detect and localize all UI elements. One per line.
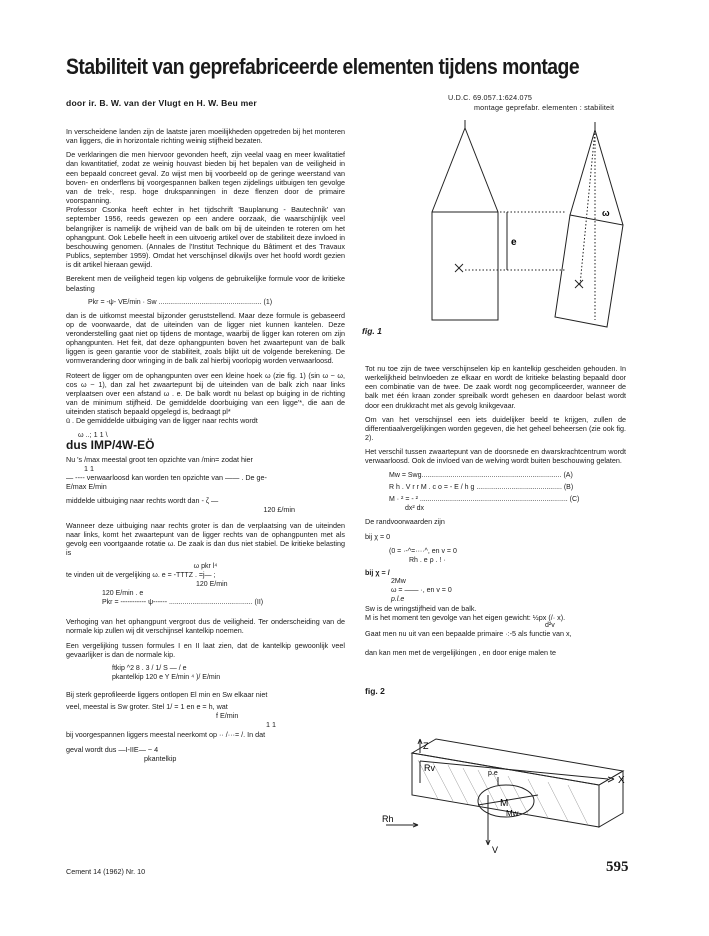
page-title: Stabiliteit van geprefabriceerde elementen tijdens montage: [66, 54, 580, 79]
text-line: d²v: [545, 622, 555, 630]
text-line: ü . De gemiddelde uitbuiging van de ligger naar rechts wordt: [66, 416, 258, 426]
text-line: pkantelkip: [144, 753, 177, 763]
equation-1: Pkr = -ψ- VE/min · Sw ..................................................... (1): [88, 298, 273, 306]
text-line: middelde uitbuiging naar rechts wordt dan - ζ —: [66, 496, 219, 506]
boundary-condition: p.l.e: [391, 596, 405, 604]
text-line: De randvoorwaarden zijn: [365, 516, 445, 526]
figure-1-caption: fig. 1: [362, 326, 382, 336]
page-number: 595: [606, 859, 629, 875]
paragraph: Een vergelijking tussen formules I en II laat zien, dat de kantelkip gewoonlijk veel gevaarlijker is dan de normale kip.: [66, 640, 345, 659]
text-line: 1 1: [84, 463, 94, 473]
equation-2: 120 E/min . e: [102, 590, 144, 598]
text-line: f E/min: [216, 711, 239, 721]
paragraph: Het verschil tussen zwaartepunt van de doorsnede en dwarskrachtcentrum wordt verwaarloosd. Ook de invloed van de welving wordt buiten beschouwing gelaten.: [365, 447, 626, 466]
text-line: Bij sterk geprofileerde liggers ontlopen El min en Sw elkaar niet: [66, 689, 268, 699]
fig2-label-Rh: Rh: [382, 814, 394, 824]
figure-2-caption: fig. 2: [365, 686, 385, 696]
fig2-label-Rv: Rv: [424, 763, 435, 773]
fig2-label-top: ṗ.e: [488, 770, 498, 777]
text-line: M is het moment ten gevolge van het eigen gewicht: ½px (/· x).: [365, 613, 566, 623]
garbled-equation: dus IMP/4W-EÖ: [66, 437, 155, 452]
authors: door ir. B. W. van der Vlugt en H. W. Beu mer: [66, 98, 257, 108]
text-line: E/max E/min: [66, 482, 107, 492]
text-line: bij χ = /: [365, 567, 390, 577]
fig2-label-M: M: [500, 798, 509, 809]
text-line: dan kan men met de vergelijkingen , en door enige malen te: [365, 647, 556, 657]
text-line: — ---- verwaarloosd kan worden ten opzichte van —— . De ge-: [66, 473, 267, 482]
udc-code: U.D.C. 69.057.1:624.075: [448, 93, 533, 102]
equation-2: te vinden uit de vergelijking ω. e = -TTTZ . =j— ;: [66, 572, 216, 580]
text-line: Gaat men nu uit van een bepaalde primaire ·:-5 als functie van x,: [365, 629, 572, 639]
paragraph: De verklaringen die men hiervoor gevonden heeft, zijn veelal vaag en meer kwalitatief dan kwantitatief, zodat ze weinig houvast bieden bij het bepalen van de veiligheid in een bepaald concreet geval. Zo wijst men bij voorbeeld op de geringe weerstand van boven- en onderflens bij voorgespannen balken tegen zijdelings uitbuigen ten gevolge van de trek-, resp. hoge drukspanningen in deze flenzen door de primaire voorspanning.: [66, 150, 345, 206]
journal-footer: Cement 14 (1962) Nr. 10: [66, 867, 146, 876]
paragraph: In verscheidene landen zijn de laatste jaren moeilijkheden opgetreden bij het monteren van liggers, die in horizontale richting weinig stijfheid bezaten.: [66, 127, 345, 146]
equation-C: M · ² = - ² ............................................................................ (C): [389, 495, 580, 503]
fig1-label-omega: ω: [602, 208, 610, 218]
equation-2: Pkr = ----------- ψ------ ........................................... (II): [102, 599, 264, 607]
equation-3: ftkip ^2 8 . 3 / 1/ S — / e: [112, 664, 187, 672]
boundary-condition: ω = —— ·, en v = 0: [391, 587, 452, 595]
fig2-label-X: X: [618, 775, 625, 786]
equation-2: 120 E/min: [196, 581, 228, 589]
fig2-label-Z: Z: [423, 741, 429, 751]
text-line: bij χ = 0: [365, 531, 391, 541]
text-line: Sw is de wringstijfheid van de balk.: [365, 604, 477, 614]
equation-C-sub: dx² dx: [405, 504, 425, 512]
left-column-top: [66, 127, 345, 763]
paragraph: Tot nu toe zijn de twee verschijnselen kip en kantelkip gescheiden gehouden. In werkelijkheid beïnvloeden ze elkaar en wordt de kritieke belasting bepaald door een combinatie van de twee. De zaak wordt nog gecompliceerder, wanneer de balk met één kraan zonder spreibalk wordt gehesen en daardoor belast wordt door een drukkracht met als gevolg knikgevaar.: [365, 364, 626, 410]
equation-B: R h . V r r M . c o = - E / h g ............................................ (B): [389, 483, 574, 491]
paragraph: Berekent men de veiligheid tegen kip volgens de gebruikelijke formule voor de kritieke belasting: [66, 274, 345, 293]
fig2-label-Mw: Mw: [506, 809, 519, 818]
text-line: 120 £/min: [263, 505, 295, 515]
boundary-condition: 2Mw: [391, 578, 406, 586]
paragraph: Roteert de ligger om de ophangpunten over een kleine hoek ω (zie fig. 1) (sin ω ~ ω, cos ω ~ 1), dan zal het zwaartepunt bij de uiteinden van de balk zich naar links verplaatsen over een afstand ω . e. De balk wordt nu belast op buiging in de richting van de minimum stijfheid. De gemiddelde doorbuiging van een ligge'*, die aan de uiteinden statisch bepaald opgelegd is, bedraagt pl*: [66, 370, 345, 417]
boundary-condition: Rh . e ρ . ! ·: [409, 556, 446, 564]
udc-keywords: montage geprefabr. elementen : stabiliteit: [474, 103, 615, 112]
figure-2-diagram: [378, 735, 648, 863]
text-line: geval wordt dus —I-IIE— ~ 4: [66, 744, 159, 754]
boundary-condition: (0 = ·-^=····^, en v = 0: [389, 547, 457, 555]
fig2-label-V: V: [492, 845, 499, 855]
garbled-equation: ω ..; 1 1 \: [78, 429, 108, 439]
paragraph: Verhoging van het ophangpunt vergroot dus de veiligheid. Ter onderscheiding van de normale kip zullen wij dit verschijnsel kantelkip noemen.: [66, 617, 345, 636]
paragraph: Professor Csonka heeft echter in het tijdschrift 'Bauplanung - Bautechnik' van september 1956, reeds gewezen op een andere oorzaak, die waarschijnlijk veel belangrijker is namelijk de vrijheid van de balk om bij de uiteinden te roteren om het ophangpunt. Ook Lebelle heeft in een uitvoerig artikel over de stabiliteit deze invloed in beschouwing genomen. (Annales de l'Institut Technique du Bâtiment et des Travaux Publics, september 1959). Omdat het verschijnsel dikwijls over het hoofd wordt gezien is dit artikel hieraan gewijd.: [66, 205, 345, 270]
figure-1-diagram: [395, 120, 655, 330]
paragraph: dan is de uitkomst meestal bijzonder geruststellend. Maar deze formule is gebaseerd op de voorwaarde, dat de uiteinden van de ligger niet kunnen kantelen. Deze veronderstelling gaat niet op tijdens de montage, waarbij de ligger kan roteren om zijn ophangpunten. Het feit, dat deze ophangpunten boven het zwaartepunt van de balk liggen is geen garantie voor de stabiliteit, zoals blijkt uit de volgende berekening. De vormverandering door wringing in de balk zal hierbij voorlopig worden verwaarloosd.: [66, 310, 345, 366]
equation-A: Mw = Swg........................................................................ (A): [389, 471, 573, 479]
paragraph: Om van het verschijnsel een iets duidelijker beeld te krijgen, zullen de differentiaalvergelijkingen worden gegeven, die het geheel beheersen (zie ook fig. 2).: [365, 414, 626, 443]
text-line: veel, meestal is Sw groter. Stel 1/ = 1 en e = h, wat: [66, 702, 228, 712]
text-line: Nu 's /max meestal groot ten opzichte van /min= zodat hier: [66, 454, 253, 464]
text-line: bij voorgespannen liggers meestal neerkomt op ·· /···= /. In dat: [66, 729, 266, 739]
right-column: [365, 364, 626, 657]
fig1-label-e: e: [511, 237, 517, 248]
equation-2: ω pkr l⁴: [193, 563, 218, 571]
text-line: 1 1: [266, 720, 276, 730]
paragraph: Wanneer deze uitbuiging naar rechts groter is dan de verplaatsing van de uiteinden naar links, komt het zwaartepunt van de ligger rechts van de ophangpunten met als gevolg een voortgaande rotatie ω. De zaak is dan dus niet stabiel. De kritieke belasting is: [66, 520, 345, 558]
equation-3: pkantelkip 120 e Y E/min ⁴ )/ E/min: [112, 673, 221, 681]
